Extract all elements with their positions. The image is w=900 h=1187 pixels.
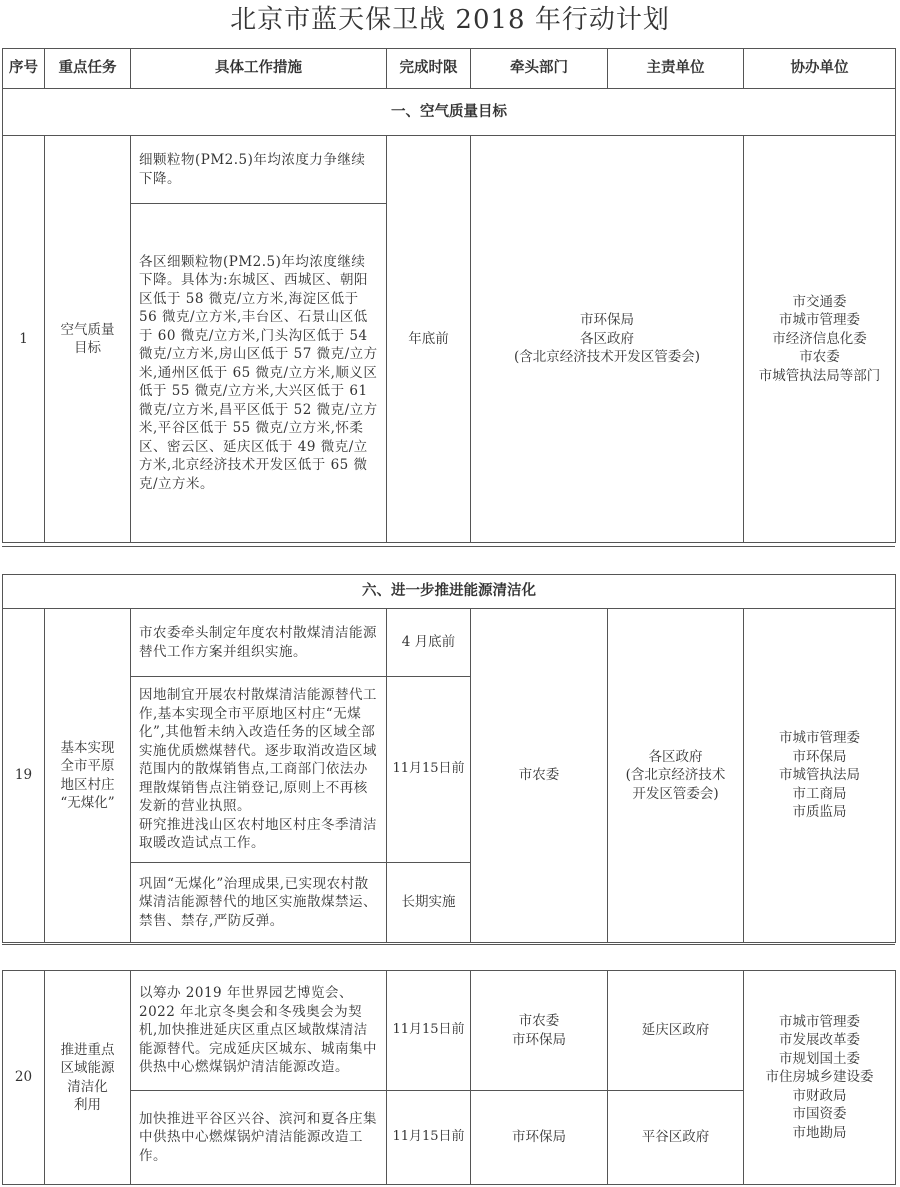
row-deadline: 4 月底前 — [387, 609, 471, 677]
row-measure: 细颗粒物(PM2.5)年均浓度力争继续下降。 — [131, 136, 387, 204]
row-measure: 巩固“无煤化”治理成果,已实现农村散煤清洁能源替代的地区实施散煤禁运、禁售、禁存,严防反弹。 — [131, 863, 387, 943]
row-task: 空气质量 目标 — [45, 136, 131, 543]
row-deadline: 11月15日前 — [387, 971, 471, 1091]
row-deadline: 11月15日前 — [387, 677, 471, 863]
header-lead: 牵头部门 — [471, 49, 608, 89]
header-deadline: 完成时限 — [387, 49, 471, 89]
row-owner: 各区政府 (含北京经济技术 开发区管委会) — [608, 609, 744, 943]
table-row — [3, 136, 896, 204]
row-measure: 因地制宜开展农村散煤清洁能源替代工作,基本实现全市平原地区村庄“无煤化”,其他暂未纳入改造任务的区域全部实施优质燃煤替代。逐步取消改造区域范围内的散煤销售点,工商部门依法办理散煤销售点注销登记,原则上不再核发新的营业执照。 研究推进浅山区农村地区村庄冬季清洁取暖改造试点工作。 — [131, 677, 387, 863]
header-assist: 协办单位 — [744, 49, 896, 89]
section-title-6: 六、进一步推进能源清洁化 — [3, 575, 896, 609]
header-row — [3, 49, 896, 89]
row-owner: 延庆区政府 — [608, 971, 744, 1091]
row-assist: 市城市管理委 市环保局 市城管执法局 市工商局 市质监局 — [744, 609, 896, 943]
header-task: 重点任务 — [45, 49, 131, 89]
row-measure: 市农委牵头制定年度农村散煤清洁能源替代工作方案并组织实施。 — [131, 609, 387, 677]
action-plan-table-part2 — [2, 574, 896, 943]
action-plan-table-part1 — [2, 48, 896, 543]
row-task: 基本实现 全市平原 地区村庄 “无煤化” — [45, 609, 131, 943]
row-number: 19 — [3, 609, 45, 943]
header-measure: 具体工作措施 — [131, 49, 387, 89]
section-title-1: 一、空气质量目标 — [3, 89, 896, 136]
row-measure: 各区细颗粒物(PM2.5)年均浓度继续下降。具体为:东城区、西城区、朝阳区低于 58 微克/立方米,海淀区低于 56 微克/立方米,丰台区、石景山区低于 60 微克/立方米,门头沟区低于 54 微克/立方米,房山区低于 57 微克/立方米,通州区低于 65 微克/立方米,顺义区低于 55 微克/立方米,大兴区低于 61 微克/立方米,昌平区低于 52 微克/立方米,平谷区低于 55 微克/立方米,怀柔区、密云区、延庆区低于 49 微克/立方米,北京经济技术开发区低于 65 微克/立方米。 — [131, 204, 387, 543]
row-assist: 市交通委 市城市管理委 市经济信息化委 市农委 市城管执法局等部门 — [744, 136, 896, 543]
row-deadline: 年底前 — [387, 136, 471, 543]
row-measure: 以筹办 2019 年世界园艺博览会、2022 年北京冬奥会和冬残奥会为契机,加快推进延庆区重点区域散煤清洁能源替代。完成延庆区城东、城南集中供热中心燃煤锅炉清洁能源改造。 — [131, 971, 387, 1091]
row-owner: 平谷区政府 — [608, 1091, 744, 1185]
row-measure: 加快推进平谷区兴谷、滨河和夏各庄集中供热中心燃煤锅炉清洁能源改造工作。 — [131, 1091, 387, 1185]
row-task: 推进重点 区域能源 清洁化 利用 — [45, 971, 131, 1185]
table-row — [3, 609, 896, 677]
row-lead: 市环保局 各区政府 (含北京经济技术开发区管委会) — [471, 136, 744, 543]
row-deadline: 11月15日前 — [387, 1091, 471, 1185]
table-row — [3, 971, 896, 1091]
page-title: 北京市蓝天保卫战 2018 年行动计划 — [230, 5, 670, 35]
row-lead: 市农委 — [471, 609, 608, 943]
action-plan-table-part3 — [2, 970, 896, 1185]
row-number: 1 — [3, 136, 45, 543]
row-lead: 市农委 市环保局 — [471, 971, 608, 1091]
row-deadline: 长期实施 — [387, 863, 471, 943]
section-row — [3, 89, 896, 136]
section-row — [3, 575, 896, 609]
header-no: 序号 — [3, 49, 45, 89]
row-assist: 市城市管理委 市发展改革委 市规划国土委 市住房城乡建设委 市财政局 市国资委 市地勘局 — [744, 971, 896, 1185]
row-lead: 市环保局 — [471, 1091, 608, 1185]
header-owner: 主责单位 — [608, 49, 744, 89]
row-number: 20 — [3, 971, 45, 1185]
